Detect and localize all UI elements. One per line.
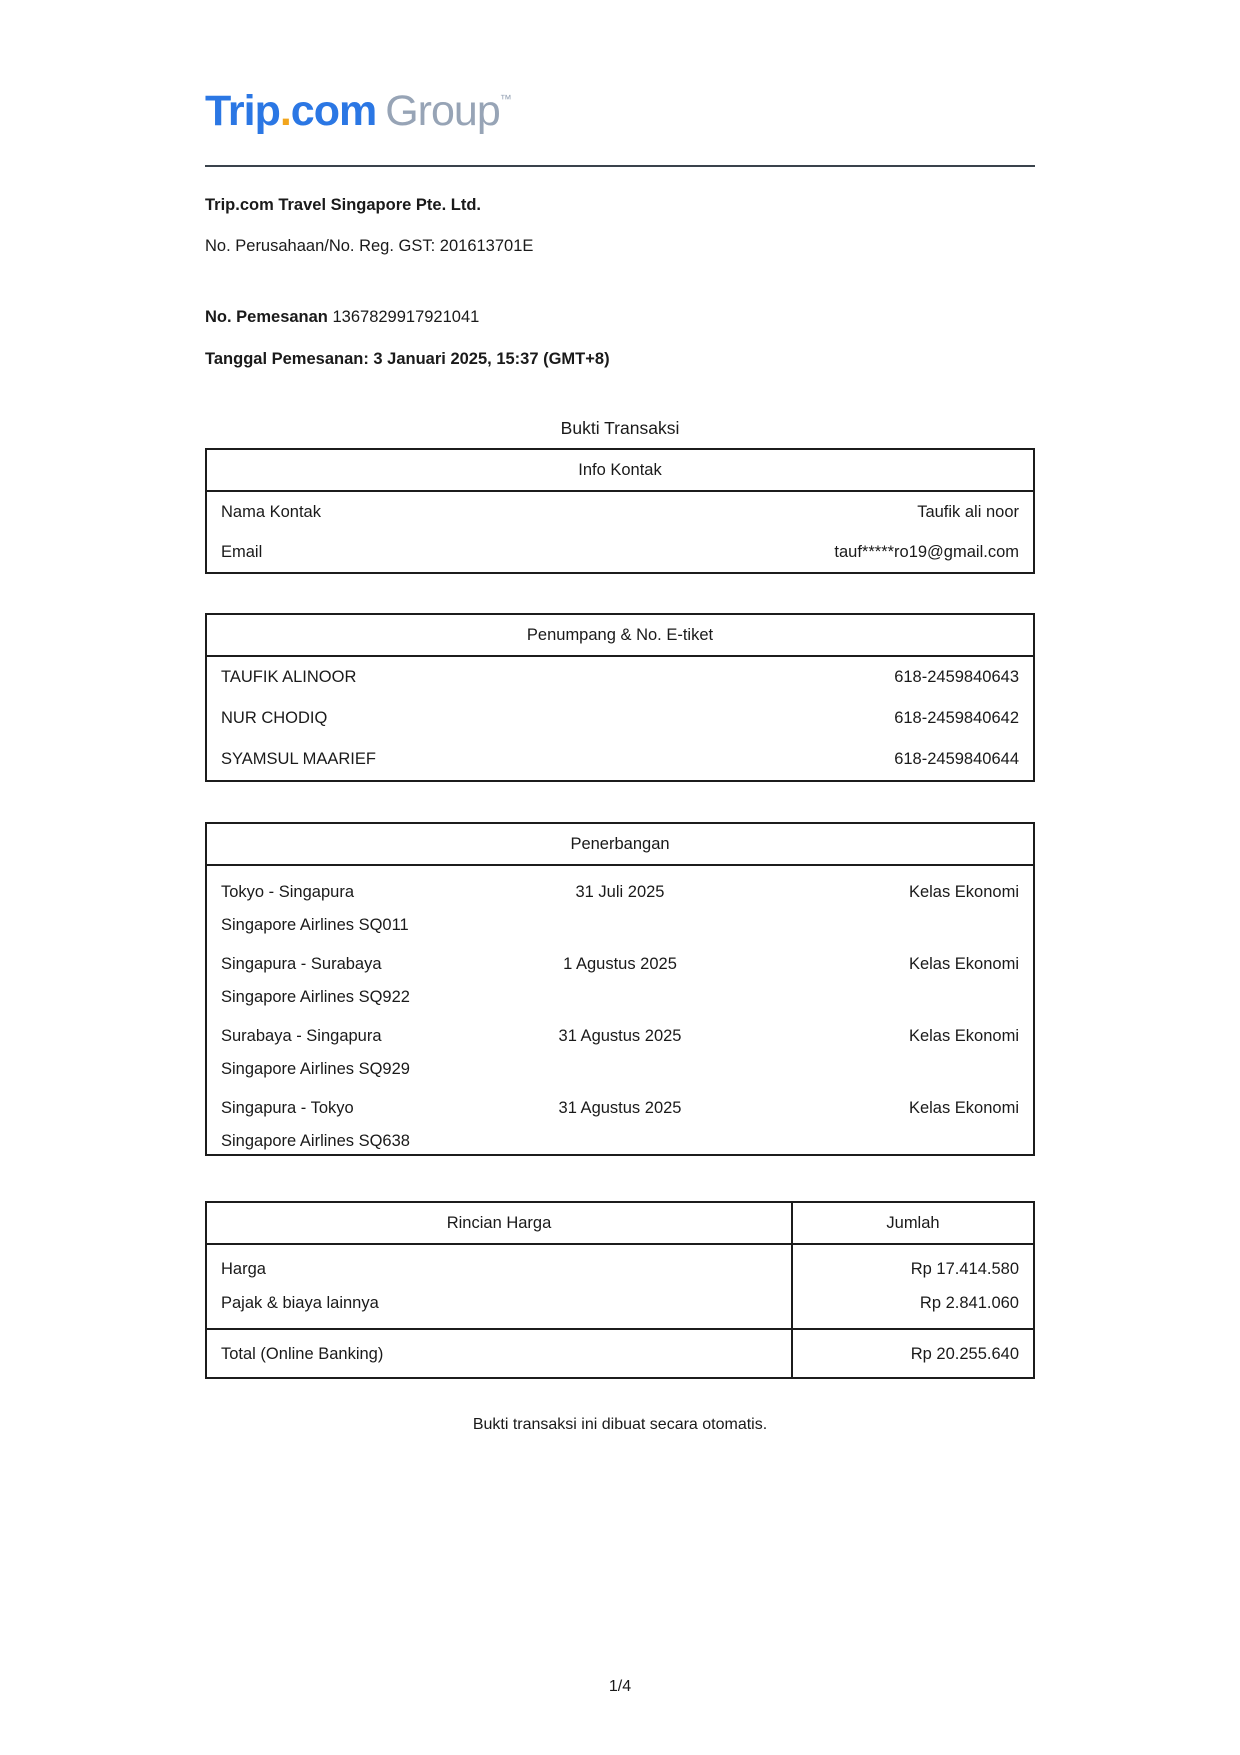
booking-number-line	[205, 306, 1035, 328]
flight-class: Kelas Ekonomi	[908, 955, 1019, 973]
eticket-number: 618-2459840644	[894, 750, 1019, 768]
flight-class: Kelas Ekonomi	[908, 1099, 1019, 1117]
passenger-name: SYAMSUL MAARIEF	[221, 750, 376, 768]
table-row	[207, 492, 1033, 532]
contact-label: Email	[221, 543, 263, 561]
company-registration: No. Perusahaan/No. Reg. GST: 201613701E	[205, 237, 534, 255]
contact-table-header: Info Kontak	[207, 450, 1033, 492]
table-row	[207, 1010, 1033, 1082]
passenger-name: NUR CHODIQ	[221, 709, 328, 727]
flight-summary-line	[221, 1097, 1019, 1119]
price-amount: Rp 2.841.060	[919, 1294, 1019, 1312]
booking-number-value: 1367829917921041	[332, 308, 480, 326]
contact-value: Taufik ali noor	[917, 503, 1019, 521]
flight-class: Kelas Ekonomi	[908, 1027, 1019, 1045]
tripcom-group-logo	[205, 76, 1035, 134]
pricing-total-row	[207, 1328, 1033, 1377]
booking-date-line: Tanggal Pemesanan: 3 Januari 2025, 15:37 (GMT+8)	[205, 350, 610, 368]
logo-trademark: ™	[499, 92, 512, 106]
total-amount: Rp 20.255.640	[791, 1330, 1033, 1377]
page-number: 1/4	[608, 1678, 632, 1695]
logo-group-text: Group	[385, 87, 500, 135]
flights-table	[205, 822, 1035, 1156]
table-row	[207, 657, 1033, 698]
document-title: Bukti Transaksi	[560, 418, 680, 438]
logo-com-text: com	[290, 87, 377, 135]
pricing-labels	[207, 1245, 791, 1328]
flight-airline: Singapore Airlines SQ922	[221, 988, 410, 1006]
pricing-table-header	[207, 1203, 1033, 1245]
flight-date: 1 Agustus 2025	[563, 955, 677, 973]
booking-number-label: No. Pemesanan	[205, 308, 328, 326]
passenger-table-header: Penumpang & No. E-tiket	[207, 615, 1033, 657]
flights-table-header: Penerbangan	[207, 824, 1033, 866]
flight-airline: Singapore Airlines SQ929	[221, 1060, 410, 1078]
eticket-number: 618-2459840642	[894, 709, 1019, 727]
contact-value: tauf*****ro19@gmail.com	[834, 543, 1019, 561]
price-label: Pajak & biaya lainnya	[221, 1294, 379, 1312]
flight-date: 31 Agustus 2025	[558, 1099, 682, 1117]
page-content	[205, 0, 1035, 1436]
flight-date: 31 Juli 2025	[575, 883, 665, 901]
eticket-number: 618-2459840643	[894, 668, 1019, 686]
header-divider	[205, 165, 1035, 167]
flight-airline: Singapore Airlines SQ011	[221, 916, 409, 934]
table-row	[207, 1082, 1033, 1154]
pricing-header-amount: Jumlah	[791, 1203, 1033, 1243]
flight-summary-line	[221, 881, 1019, 903]
auto-generated-note: Bukti transaksi ini dibuat secara otomatis.	[472, 1416, 768, 1433]
total-label: Total (Online Banking)	[221, 1345, 384, 1363]
logo-dot: .	[279, 87, 291, 135]
logo-trip-text: Trip	[205, 87, 280, 135]
company-name: Trip.com Travel Singapore Pte. Ltd.	[205, 196, 481, 214]
passenger-table	[205, 613, 1035, 782]
table-row	[207, 938, 1033, 1010]
contact-label: Nama Kontak	[221, 503, 321, 521]
flight-summary-line	[221, 953, 1019, 975]
table-row	[207, 532, 1033, 572]
flight-route: Tokyo - Singapura	[221, 883, 354, 901]
flight-airline: Singapore Airlines SQ638	[221, 1132, 410, 1150]
flight-date: 31 Agustus 2025	[558, 1027, 682, 1045]
passenger-name: TAUFIK ALINOOR	[221, 668, 357, 686]
flight-class: Kelas Ekonomi	[908, 883, 1019, 901]
price-label: Harga	[221, 1260, 266, 1278]
pricing-body	[207, 1245, 1033, 1328]
flight-route: Singapura - Surabaya	[221, 955, 382, 973]
table-row	[207, 698, 1033, 739]
flight-summary-line	[221, 1025, 1019, 1047]
price-amount: Rp 17.414.580	[910, 1260, 1019, 1278]
contact-table	[205, 448, 1035, 574]
pricing-table	[205, 1201, 1035, 1379]
flight-route: Surabaya - Singapura	[221, 1027, 382, 1045]
table-row	[207, 739, 1033, 780]
flight-route: Singapura - Tokyo	[221, 1099, 354, 1117]
pricing-amounts	[791, 1245, 1033, 1328]
table-row	[207, 866, 1033, 938]
pricing-header-label: Rincian Harga	[446, 1214, 552, 1232]
